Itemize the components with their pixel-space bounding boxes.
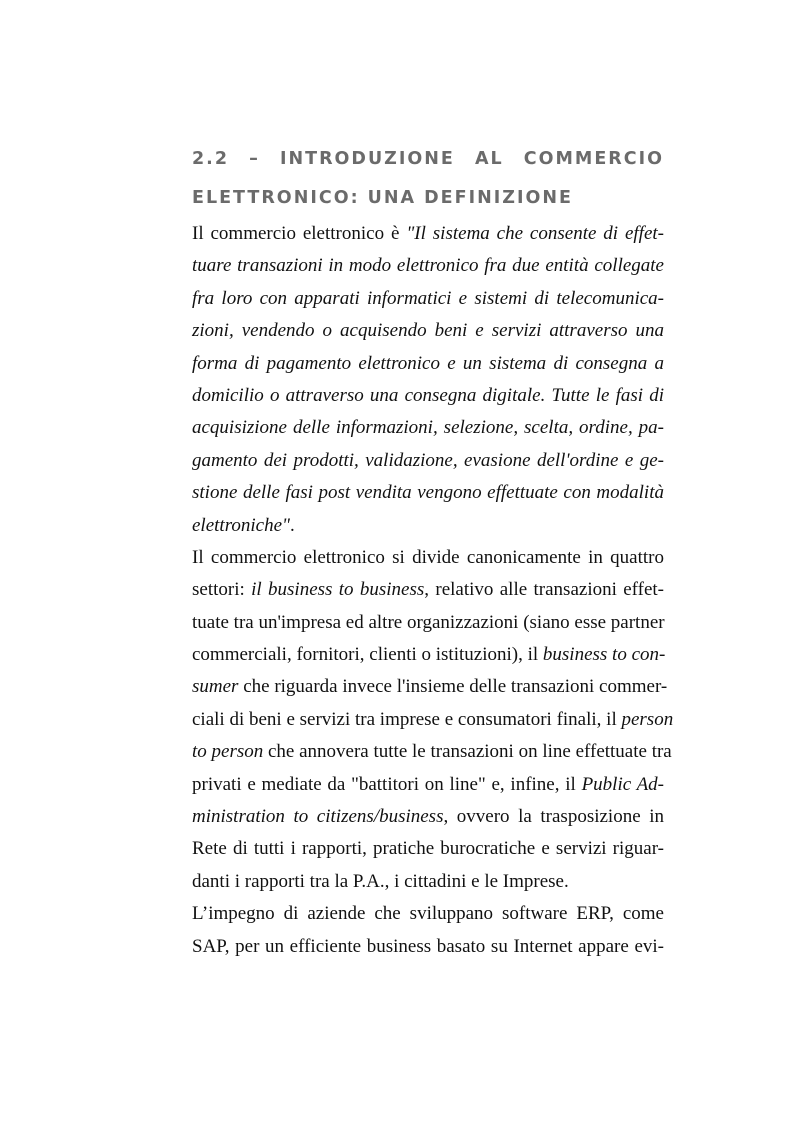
- text-line: Il commercio elettronico si divide canonicamente in quattro: [192, 546, 664, 568]
- text-line: Rete di tutti i rapporti, pratiche burocratiche e servizi riguar-: [192, 838, 664, 860]
- text-line: settori: il business to business, relativo alle transazioni effet-: [192, 579, 664, 601]
- text-line: acquisizione delle informazioni, selezione, scelta, ordine, pa-: [192, 417, 664, 439]
- text-line: L’impegno di aziende che sviluppano software ERP, come: [192, 903, 664, 925]
- text-line: zioni, vendendo o acquisendo beni e servizi attraverso una: [192, 320, 664, 342]
- heading-word: INTRODUZIONE: [279, 149, 455, 169]
- text-line: Il commercio elettronico è "Il sistema che consente di effet-: [192, 223, 664, 244]
- text-line: ministration to citizens/business, ovvero la trasposizione in: [192, 806, 664, 828]
- heading-word: COMMERCIO: [523, 149, 664, 169]
- paragraph-sectors: [192, 542, 674, 898]
- text-line: domicilio o attraverso una consegna digitale. Tutte le fasi di: [192, 384, 664, 406]
- section-number: 2.2: [192, 149, 230, 169]
- section-heading-line-2: ELETTRONICO: UNA DEFINIZIONE: [192, 188, 573, 208]
- heading-dash: –: [249, 149, 260, 169]
- text-line: to person che annovera tutte le transazioni on line effettuate tra: [192, 741, 672, 763]
- text-line: commerciali, fornitori, clienti o istituzioni), il business to con-: [192, 644, 666, 666]
- text-line: gamento dei prodotti, validazione, evasione dell'ordine e ge-: [192, 449, 664, 471]
- text-line: ciali di beni e servizi tra imprese e consumatori finali, il person: [192, 708, 674, 730]
- section-heading-line-1: [192, 149, 664, 169]
- text-line: SAP, per un efficiente business basato su Internet appare evi-: [192, 935, 664, 957]
- paragraph-definition: [192, 218, 664, 542]
- text-line: danti i rapporti tra la P.A., i cittadini e le Imprese.: [192, 870, 569, 892]
- text-line: tuare transazioni in modo elettronico fra due entità collegate: [192, 255, 664, 277]
- heading-word: AL: [474, 149, 504, 169]
- text-line: stione delle fasi post vendita vengono effettuate con modalità: [192, 482, 664, 504]
- text-line: sumer che riguarda invece l'insieme delle transazioni commer-: [192, 676, 668, 698]
- text-line: tuate tra un'impresa ed altre organizzazioni (siano esse partner: [192, 611, 665, 633]
- text-line: elettroniche".: [192, 514, 295, 536]
- text-line: forma di pagamento elettronico e un sistema di consegna a: [192, 352, 664, 374]
- text-line: fra loro con apparati informatici e sistemi di telecomunica-: [192, 287, 664, 309]
- text-line: privati e mediate da "battitori on line" e, infine, il Public Ad-: [192, 773, 664, 795]
- body-text: [192, 218, 674, 963]
- paragraph-erp: [192, 898, 664, 963]
